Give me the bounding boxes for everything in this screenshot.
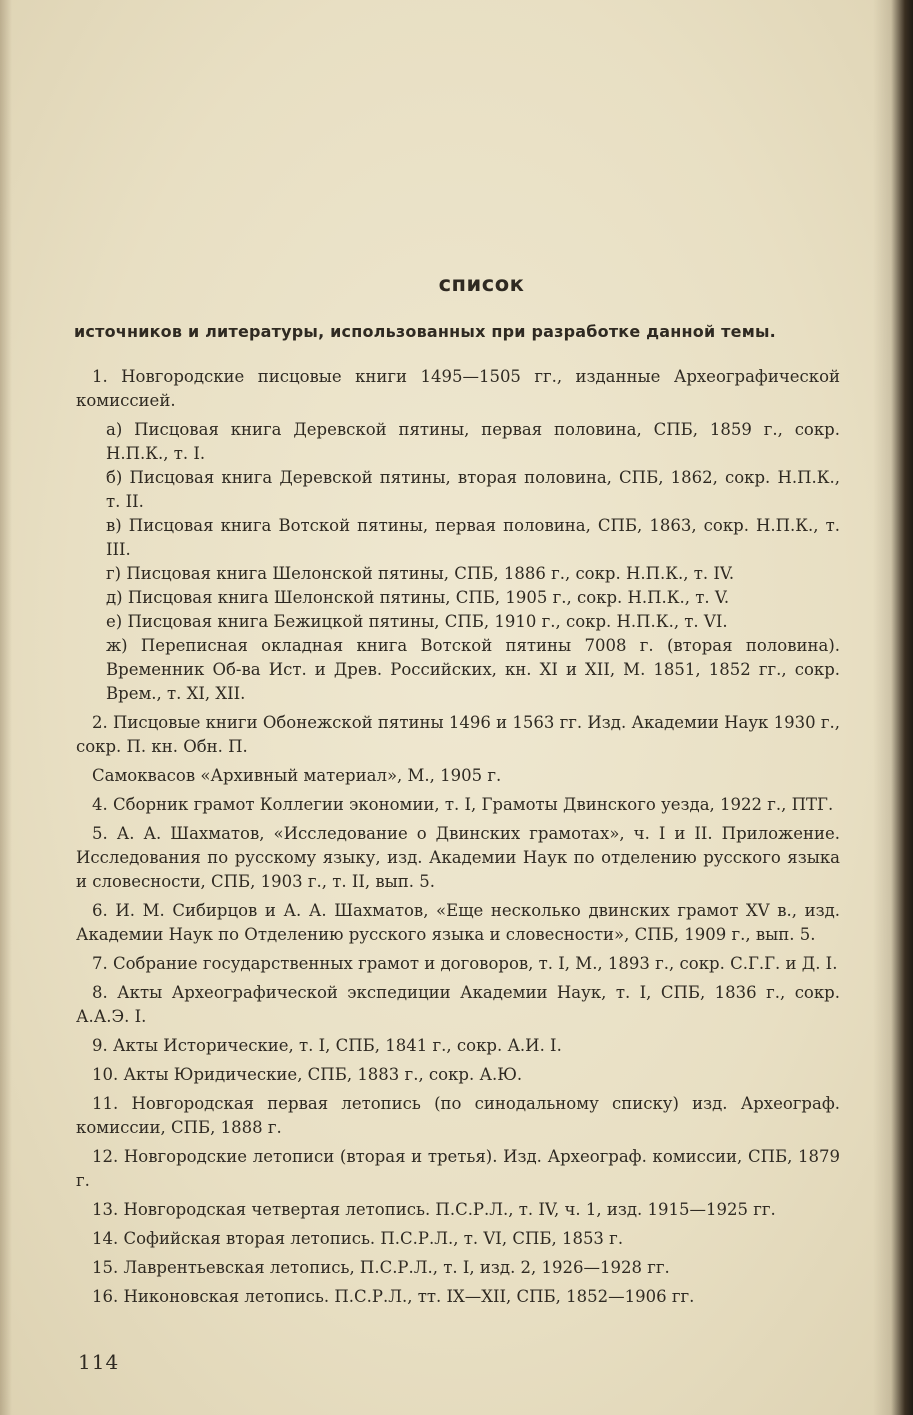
list-subitem: д) Писцовая книга Шелонской пятины, СПБ, 1905 г., сокр. Н.П.К., т. V. (106, 588, 730, 607)
bibliography-list (76, 365, 840, 1314)
list-item: 16. Никоновская летопись. П.С.Р.Л., тт. IX—XII, СПБ, 1852—1906 гг. (92, 1287, 695, 1306)
list-item: 7. Собрание государственных грамот и договоров, т. I, М., 1893 г., сокр. С.Г.Г. и Д. I. (92, 954, 838, 973)
list-item: 5. А. А. Шахматов, «Исследование о Двинских грамотах», ч. I и II. Приложение. Исследования по русскому языку, изд. Академии Наук по отделению русского языка и словесности, СПБ, 1903 г., т. II, вып. 5. (76, 824, 840, 891)
list-subitem: а) Писцовая книга Деревской пятины, первая половина, СПБ, 1859 г., сокр. Н.П.К., т. I. (106, 420, 840, 463)
list-item: 2. Писцовые книги Обонежской пятины 1496 и 1563 гг. Изд. Академии Наук 1930 г., сокр. П. кн. Обн. П. (76, 713, 840, 756)
list-subitem: ж) Переписная окладная книга Вотской пятины 7008 г. (вторая половина). Временник Об-ва Ист. и Древ. Российских, кн. XI и XII, М. 1851, 1852 гг., сокр. Врем., т. XI, XII. (106, 636, 840, 703)
list-item: 6. И. М. Сибирцов и А. А. Шахматов, «Еще несколько двинских грамот XV в., изд. Академии Наук по Отделению русского языка и словесности», СПБ, 1909 г., вып. 5. (76, 901, 840, 944)
list-item: 13. Новгородская четвертая летопись. П.С.Р.Л., т. IV, ч. 1, изд. 1915—1925 гг. (92, 1200, 776, 1219)
list-item: Самоквасов «Архивный материал», М., 1905 г. (92, 766, 502, 785)
list-item: 1. Новгородские писцовые книги 1495—1505 гг., изданные Археографической комиссией. (76, 367, 840, 410)
list-item: 12. Новгородские летописи (вторая и третья). Изд. Археограф. комиссии, СПБ, 1879 г. (76, 1147, 840, 1190)
list-subitem: е) Писцовая книга Бежицкой пятины, СПБ, 1910 г., сокр. Н.П.К., т. VI. (106, 612, 728, 631)
list-subitem: б) Писцовая книга Деревской пятины, вторая половина, СПБ, 1862, сокр. Н.П.К., т. II. (106, 468, 840, 511)
page-right-edge-shadow (873, 0, 913, 1415)
list-subitem: г) Писцовая книга Шелонской пятины, СПБ, 1886 г., сокр. Н.П.К., т. IV. (106, 564, 735, 583)
list-item: 14. Софийская вторая летопись. П.С.Р.Л., т. VI, СПБ, 1853 г. (92, 1229, 624, 1248)
list-item: 9. Акты Исторические, т. I, СПБ, 1841 г., сокр. А.И. I. (92, 1036, 562, 1055)
list-item: 4. Сборник грамот Коллегии экономии, т. I, Грамоты Двинского уезда, 1922 г., ПТГ. (92, 795, 834, 814)
list-item: 15. Лаврентьевская летопись, П.С.Р.Л., т. I, изд. 2, 1926—1928 гг. (92, 1258, 670, 1277)
page-number: 114 (78, 1350, 120, 1374)
page-subheading: источников и литературы, использованных при разработке данной темы. (74, 322, 776, 341)
list-subitem: в) Писцовая книга Вотской пятины, первая половина, СПБ, 1863, сокр. Н.П.К., т. III. (106, 516, 840, 559)
page-left-edge-shadow (0, 0, 12, 1415)
page-heading: список (438, 272, 525, 296)
list-item: 11. Новгородская первая летопись (по синодальному списку) изд. Археограф. комиссии, СПБ, 1888 г. (76, 1094, 840, 1137)
list-item: 8. Акты Археографической экспедиции Академии Наук, т. I, СПБ, 1836 г., сокр. А.А.Э. I. (76, 983, 840, 1026)
list-item: 10. Акты Юридические, СПБ, 1883 г., сокр. А.Ю. (92, 1065, 523, 1084)
